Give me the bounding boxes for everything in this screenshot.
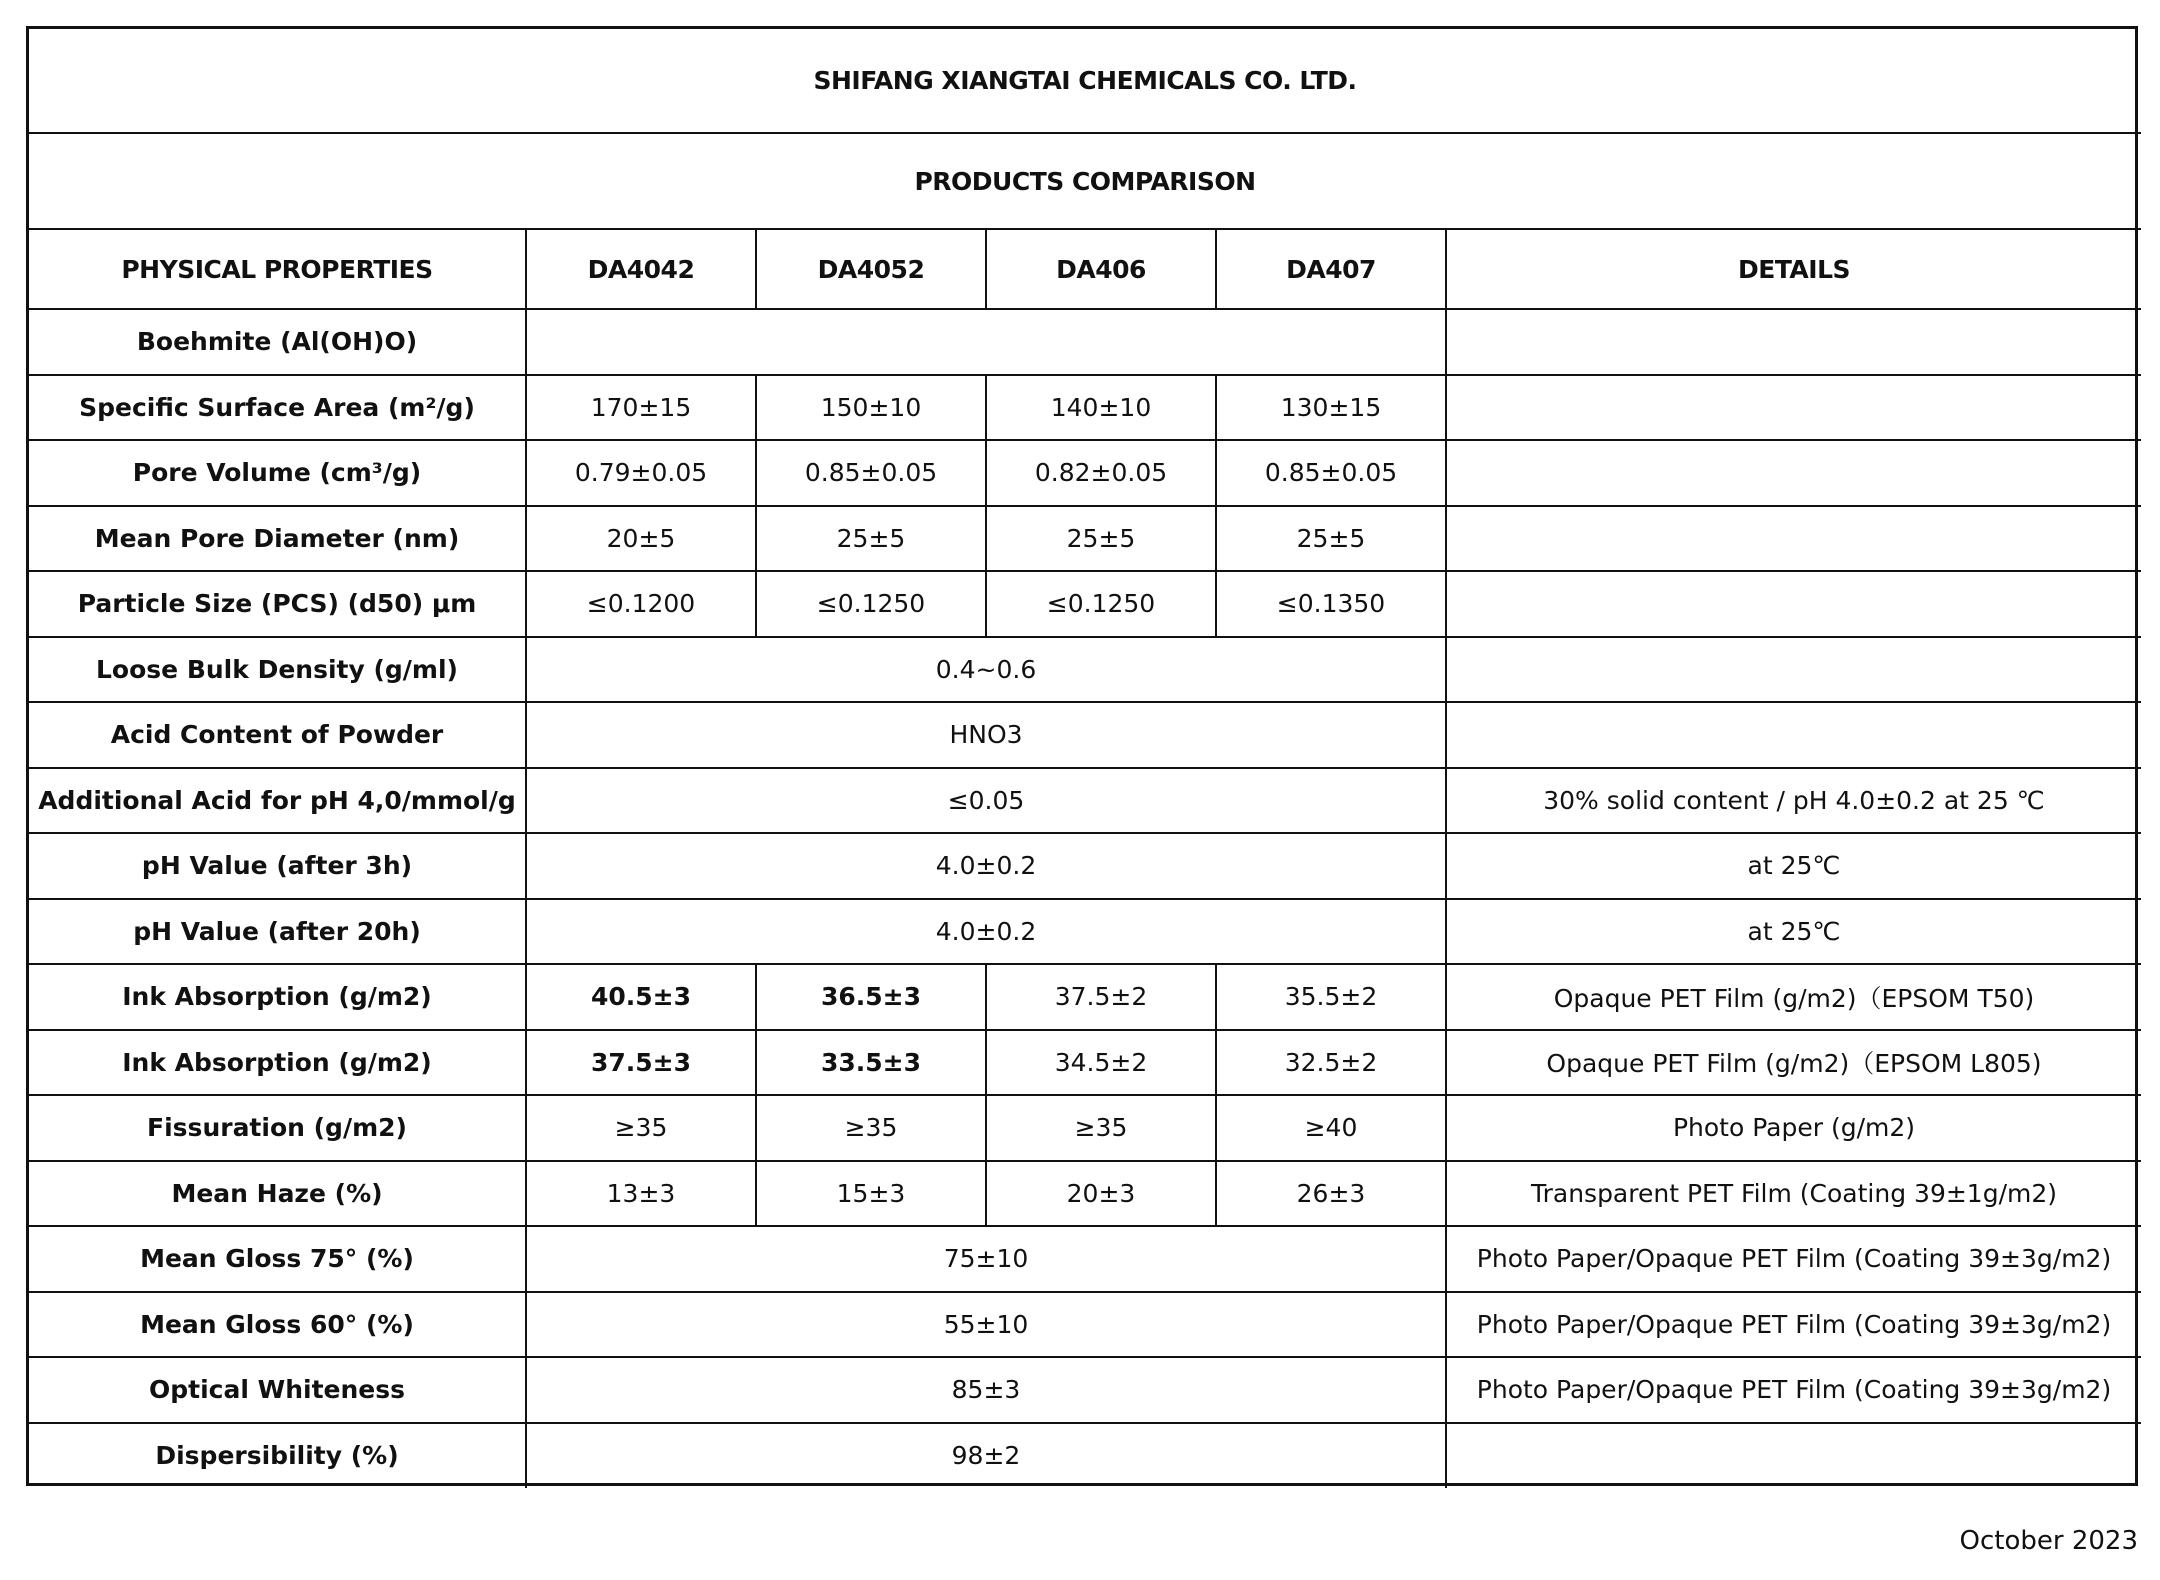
value-da407: 25±5 (1216, 506, 1446, 572)
value-da407: ≤0.1350 (1216, 571, 1446, 637)
shared-value: 0.4~0.6 (526, 637, 1446, 703)
value-da4052: 15±3 (756, 1161, 986, 1227)
table-row (29, 1030, 2141, 1096)
table-row (29, 637, 2141, 703)
value-da4042: 37.5±3 (526, 1030, 756, 1096)
value-da407: 32.5±2 (1216, 1030, 1446, 1096)
value-da406: 20±3 (986, 1161, 1216, 1227)
property-label: Ink Absorption (g/m2) (29, 964, 526, 1030)
shared-value: 55±10 (526, 1292, 1446, 1358)
value-da4042: 20±5 (526, 506, 756, 572)
shared-value: ≤0.05 (526, 768, 1446, 834)
details-cell: Opaque PET Film (g/m2)（EPSOM L805) (1446, 1030, 2141, 1096)
property-label: Additional Acid for pH 4,0/mmol/g (29, 768, 526, 834)
details-cell (1446, 506, 2141, 572)
value-da407: ≥40 (1216, 1095, 1446, 1161)
value-da4052: 0.85±0.05 (756, 440, 986, 506)
section-title: PRODUCTS COMPARISON (29, 133, 2141, 229)
property-label: Optical Whiteness (29, 1357, 526, 1423)
details-cell: at 25℃ (1446, 899, 2141, 965)
property-label: Particle Size (PCS) (d50) μm (29, 571, 526, 637)
value-da4042: 40.5±3 (526, 964, 756, 1030)
property-label: pH Value (after 20h) (29, 899, 526, 965)
property-label: Fissuration (g/m2) (29, 1095, 526, 1161)
property-label: Loose Bulk Density (g/ml) (29, 637, 526, 703)
table-row (29, 964, 2141, 1030)
value-da406: 25±5 (986, 506, 1216, 572)
table-row (29, 1423, 2141, 1489)
table-row (29, 571, 2141, 637)
table-row (29, 1357, 2141, 1423)
footer-date: October 2023 (1959, 1526, 2138, 1556)
details-cell: Transparent PET Film (Coating 39±1g/m2) (1446, 1161, 2141, 1227)
value-da407: 26±3 (1216, 1161, 1446, 1227)
value-da407: 130±15 (1216, 375, 1446, 441)
shared-value: 98±2 (526, 1423, 1446, 1489)
value-da406: ≤0.1250 (986, 571, 1216, 637)
table-row (29, 768, 2141, 834)
shared-value (526, 309, 1446, 375)
details-cell (1446, 702, 2141, 768)
table-row (29, 309, 2141, 375)
header-product-da407: DA407 (1216, 229, 1446, 309)
value-da4052: 36.5±3 (756, 964, 986, 1030)
value-da406: 34.5±2 (986, 1030, 1216, 1096)
value-da4052: 25±5 (756, 506, 986, 572)
header-physical-properties: PHYSICAL PROPERTIES (29, 229, 526, 309)
header-row (29, 229, 2141, 309)
details-cell (1446, 309, 2141, 375)
property-label: Pore Volume (cm³/g) (29, 440, 526, 506)
value-da4052: ≤0.1250 (756, 571, 986, 637)
property-label: Mean Pore Diameter (nm) (29, 506, 526, 572)
value-da4052: ≥35 (756, 1095, 986, 1161)
table-row (29, 702, 2141, 768)
table-row (29, 506, 2141, 572)
value-da406: 140±10 (986, 375, 1216, 441)
details-cell: Photo Paper/Opaque PET Film (Coating 39±3g/m2) (1446, 1357, 2141, 1423)
details-cell (1446, 440, 2141, 506)
property-label: Mean Haze (%) (29, 1161, 526, 1227)
title-row (29, 29, 2141, 133)
details-cell (1446, 571, 2141, 637)
details-cell: Photo Paper/Opaque PET Film (Coating 39±3g/m2) (1446, 1292, 2141, 1358)
details-cell: Opaque PET Film (g/m2)（EPSOM T50) (1446, 964, 2141, 1030)
property-label: Ink Absorption (g/m2) (29, 1030, 526, 1096)
value-da4042: 170±15 (526, 375, 756, 441)
value-da407: 35.5±2 (1216, 964, 1446, 1030)
value-da4052: 150±10 (756, 375, 986, 441)
table-row (29, 1161, 2141, 1227)
details-cell: at 25℃ (1446, 833, 2141, 899)
property-label: Mean Gloss 60° (%) (29, 1292, 526, 1358)
comparison-sheet (26, 26, 2138, 1486)
shared-value: 85±3 (526, 1357, 1446, 1423)
value-da407: 0.85±0.05 (1216, 440, 1446, 506)
header-product-da4052: DA4052 (756, 229, 986, 309)
value-da4042: ≤0.1200 (526, 571, 756, 637)
table-row (29, 375, 2141, 441)
property-label: pH Value (after 3h) (29, 833, 526, 899)
value-da406: ≥35 (986, 1095, 1216, 1161)
value-da4042: 13±3 (526, 1161, 756, 1227)
table-row (29, 440, 2141, 506)
property-label: Specific Surface Area (m²/g) (29, 375, 526, 441)
property-label: Mean Gloss 75° (%) (29, 1226, 526, 1292)
shared-value: 75±10 (526, 1226, 1446, 1292)
value-da4042: ≥35 (526, 1095, 756, 1161)
value-da406: 37.5±2 (986, 964, 1216, 1030)
subtitle-row (29, 133, 2141, 229)
value-da406: 0.82±0.05 (986, 440, 1216, 506)
company-title: SHIFANG XIANGTAI CHEMICALS CO. LTD. (29, 29, 2141, 133)
products-comparison-table (29, 29, 2141, 1488)
header-details: DETAILS (1446, 229, 2141, 309)
shared-value: HNO3 (526, 702, 1446, 768)
details-cell (1446, 1423, 2141, 1489)
value-da4042: 0.79±0.05 (526, 440, 756, 506)
details-cell: 30% solid content / pH 4.0±0.2 at 25 ℃ (1446, 768, 2141, 834)
property-label: Acid Content of Powder (29, 702, 526, 768)
details-cell: Photo Paper/Opaque PET Film (Coating 39±3g/m2) (1446, 1226, 2141, 1292)
property-label: Boehmite (Al(OH)O) (29, 309, 526, 375)
header-product-da406: DA406 (986, 229, 1216, 309)
table-row (29, 1226, 2141, 1292)
details-cell (1446, 375, 2141, 441)
table-row (29, 899, 2141, 965)
shared-value: 4.0±0.2 (526, 899, 1446, 965)
table-row (29, 833, 2141, 899)
header-product-da4042: DA4042 (526, 229, 756, 309)
value-da4052: 33.5±3 (756, 1030, 986, 1096)
property-label: Dispersibility (%) (29, 1423, 526, 1489)
table-row (29, 1095, 2141, 1161)
details-cell: Photo Paper (g/m2) (1446, 1095, 2141, 1161)
details-cell (1446, 637, 2141, 703)
table-row (29, 1292, 2141, 1358)
shared-value: 4.0±0.2 (526, 833, 1446, 899)
